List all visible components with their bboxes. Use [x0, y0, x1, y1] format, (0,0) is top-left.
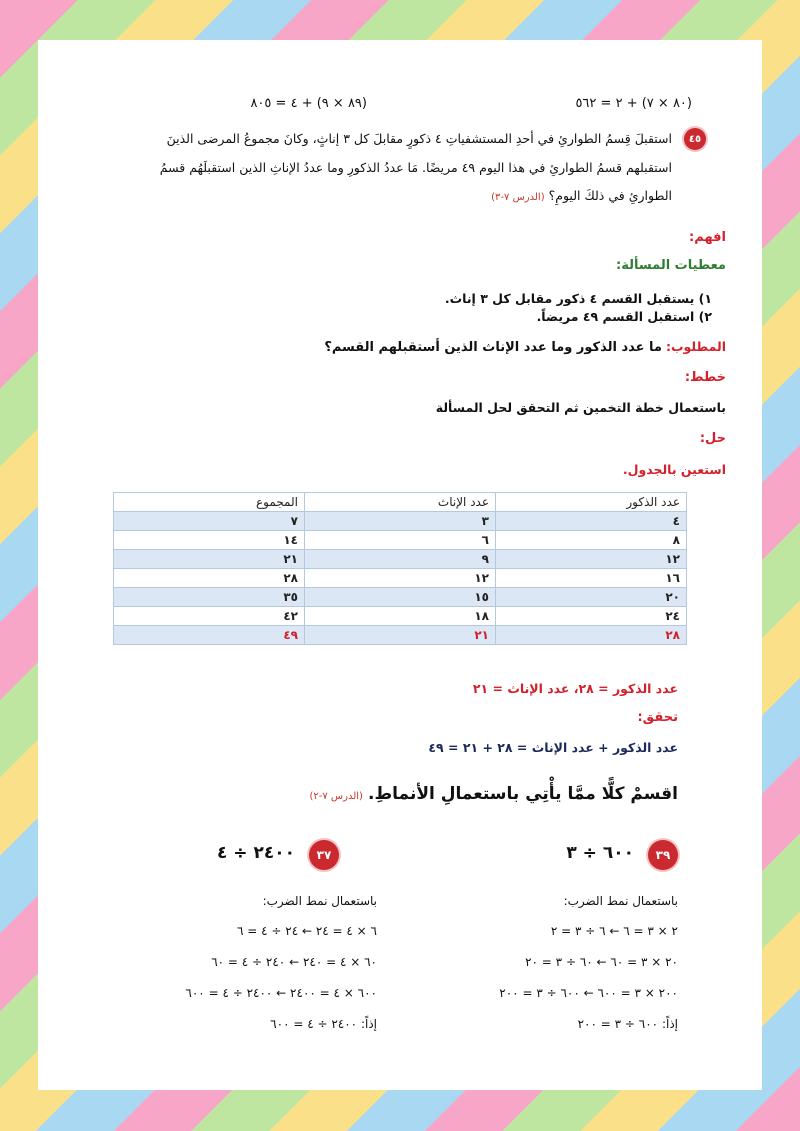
- cell-males: ٨: [496, 531, 687, 550]
- cell-males: ٢٠: [496, 588, 687, 607]
- required-text: ما عدد الذكور وما عدد الإناث الذين أستقبلهم القسم؟: [324, 340, 662, 355]
- check-text: عدد الذكور + عدد الإناث = ٢٨ + ٢١ = ٤٩: [428, 740, 678, 755]
- plan-text: باستعمال خطة التخمين ثم التحقق لحل المسألة: [435, 400, 726, 415]
- cell-males: ٤: [496, 512, 687, 531]
- given-item-2: ٢) استقبل القسم ٤٩ مريضاً.: [536, 309, 712, 324]
- given-item-1: ١) يستقبل القسم ٤ ذكور مقابل كل ٣ إناث.: [444, 291, 712, 306]
- table-row: [114, 531, 687, 550]
- problem-39-step-1: ٢ × ٣ = ٦ ← ٦ ÷ ٣ = ٢: [550, 924, 678, 938]
- cell-total: ١٤: [114, 531, 305, 550]
- table-row: [114, 569, 687, 588]
- givens-heading: معطيات المسألة:: [616, 258, 726, 273]
- problem-45-line-3-wrap: [491, 188, 672, 203]
- cell-females: ٢١: [305, 626, 496, 645]
- top-equation-left: (٨٩ × ٩) + ٤ = ٨٠٥: [250, 96, 367, 111]
- solve-hint: استعين بالجدول.: [622, 462, 726, 477]
- cell-females: ٩: [305, 550, 496, 569]
- table-row: [114, 550, 687, 569]
- cell-females: ١٢: [305, 569, 496, 588]
- cell-total: ٧: [114, 512, 305, 531]
- cell-females: ٦: [305, 531, 496, 550]
- header-females: عدد الإناث: [305, 493, 496, 512]
- cell-total: ٢٨: [114, 569, 305, 588]
- table-header-row: [114, 493, 687, 512]
- problem-39-step-3: ٢٠٠ × ٣ = ٦٠٠ ← ٦٠٠ ÷ ٣ = ٢٠٠: [499, 986, 678, 1000]
- problem-39-step-2: ٢٠ × ٣ = ٦٠ ← ٦٠ ÷ ٣ = ٢٠: [525, 955, 678, 969]
- problem-37-badge: ٣٧: [309, 840, 339, 870]
- section-lesson-ref: (الدرس ٧-٢): [309, 791, 363, 802]
- required-row: [324, 339, 726, 355]
- header-males: عدد الذكور: [496, 493, 687, 512]
- problem-39-expression: ٦٠٠ ÷ ٣: [566, 843, 634, 863]
- table-row-answer: [114, 626, 687, 645]
- table-row: [114, 588, 687, 607]
- understand-heading: افهم:: [689, 230, 726, 245]
- top-equation-right: (٨٠ × ٧) + ٢ = ٥٦٢: [575, 96, 692, 111]
- cell-males: ٢٨: [496, 626, 687, 645]
- cell-females: ١٨: [305, 607, 496, 626]
- cell-females: ١٥: [305, 588, 496, 607]
- header-total: المجموع: [114, 493, 305, 512]
- cell-males: ١٢: [496, 550, 687, 569]
- cell-total: ٤٢: [114, 607, 305, 626]
- problem-37-step-3: ٦٠٠ × ٤ = ٢٤٠٠ ← ٢٤٠٠ ÷ ٤ = ٦٠٠: [185, 986, 377, 1000]
- cell-males: ١٦: [496, 569, 687, 588]
- cell-total: ٤٩: [114, 626, 305, 645]
- problem-39-badge: ٣٩: [648, 840, 678, 870]
- cell-total: ٣٥: [114, 588, 305, 607]
- check-heading: تحقق:: [637, 710, 678, 725]
- required-label: المطلوب:: [665, 339, 726, 354]
- guess-check-table: [113, 492, 687, 645]
- problem-45-line-3: الطوارئِ في ذلكَ اليومِ؟: [548, 188, 672, 203]
- problem-37-step-1: ٦ × ٤ = ٢٤ ← ٢٤ ÷ ٤ = ٦: [236, 924, 377, 938]
- problem-39-conclusion: إذاً: ٦٠٠ ÷ ٣ = ٢٠٠: [577, 1017, 678, 1031]
- plan-heading: خطط:: [684, 370, 726, 385]
- problem-37-conclusion: إذاً: ٢٤٠٠ ÷ ٤ = ٦٠٠: [270, 1017, 377, 1031]
- problem-37-step-2: ٦٠ × ٤ = ٢٤٠ ← ٢٤٠ ÷ ٤ = ٦٠: [211, 955, 377, 969]
- problem-37-expression: ٢٤٠٠ ÷ ٤: [217, 843, 295, 863]
- problem-45-lesson-ref: (الدرس ٧-٣): [491, 192, 545, 203]
- problem-45-line-1: استقبلَ قِسمُ الطوارئِ في أحدِ المستشفياتِ ٤ ذكورٍ مقابلَ كل ٣ إناثٍ، وكانَ مجموعُ المرضى الذينَ: [166, 131, 672, 146]
- problem-45-line-2: استقبلهم قسمُ الطوارئِ في هذا اليوم ٤٩ مريضًا. مَا عددُ الذكورِ وما عددُ الإناثِ الذين استقبلَهُم قسمُ: [159, 160, 672, 175]
- cell-females: ٣: [305, 512, 496, 531]
- worksheet-page: [38, 40, 762, 1090]
- answer-text: عدد الذكور = ٢٨، عدد الإناث = ٢١: [472, 681, 678, 696]
- cell-males: ٢٤: [496, 607, 687, 626]
- problem-37-method: باستعمال نمط الضرب:: [262, 894, 377, 908]
- problem-45-badge: ٤٥: [684, 128, 706, 150]
- section-title: اقسمْ كلًّا ممَّا يأْتِي باستعمالِ الأنماطِ.: [368, 784, 678, 804]
- problem-39-method: باستعمال نمط الضرب:: [563, 894, 678, 908]
- cell-total: ٢١: [114, 550, 305, 569]
- table-row: [114, 607, 687, 626]
- table-row: [114, 512, 687, 531]
- section-title-row: [309, 784, 678, 804]
- solve-heading: حل:: [699, 431, 726, 446]
